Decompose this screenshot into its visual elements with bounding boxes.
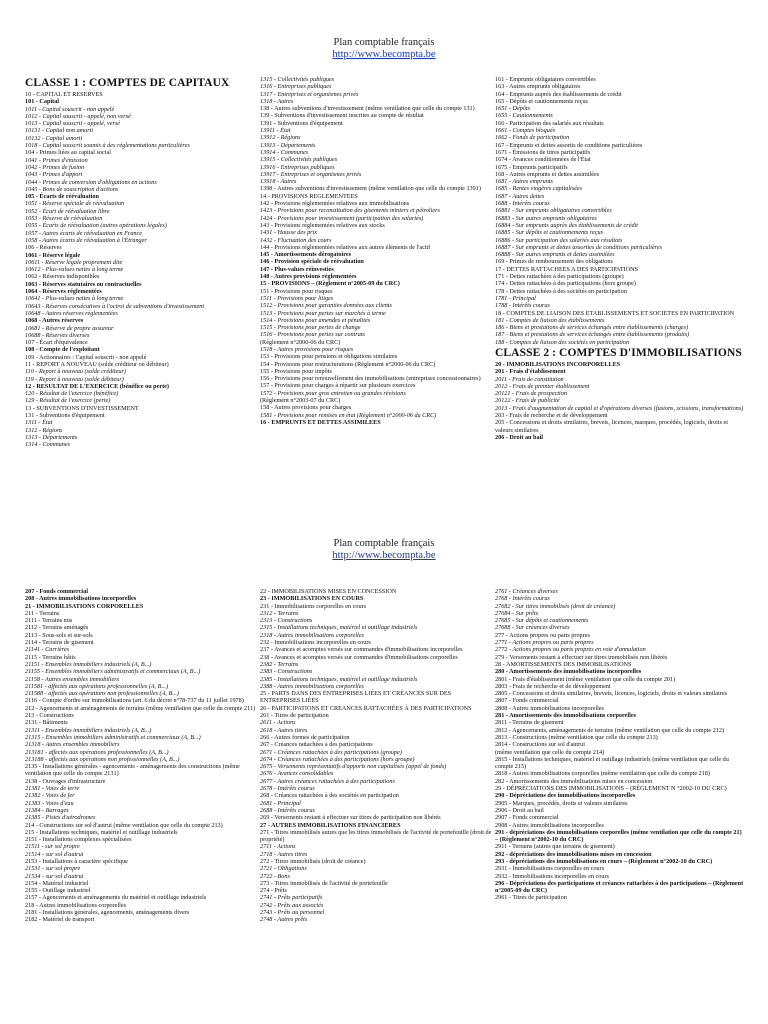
site-link[interactable]: http://www.becompta.be bbox=[332, 49, 436, 60]
account-line: 290 - Dépréciations des immobilisations incorporelles bbox=[495, 792, 636, 800]
account-line: 12 - RESULTAT DE L'EXERCICE (bénéfice ou perte) bbox=[25, 382, 169, 390]
account-line: 154 - Provisions pour restructurations (Règlement n°2000-06 du CRC) bbox=[260, 360, 436, 368]
account-line: (Règlement n°2000-06 du CRC) bbox=[260, 338, 341, 346]
column-1 bbox=[25, 76, 257, 512]
account-line: 266 - Autres formes de participation bbox=[260, 733, 350, 741]
account-line: 2812 - Agencements, aménagements de terrains (même ventilation que celle du compte 212) bbox=[495, 726, 725, 734]
account-line: 21155 - Ensembles immobiliers administratifs et commerciaux (A, B...) bbox=[25, 668, 201, 676]
account-line: 10612 - Plus-values nettes à long terme bbox=[25, 266, 124, 274]
account-line: 1044 - Primes de conversion d'obligations en actions bbox=[25, 178, 157, 186]
account-line: 105 - Écarts de réévaluation bbox=[25, 193, 99, 201]
account-line: 142 - Provisions réglementées relatives aux immobilisations bbox=[260, 200, 410, 208]
account-line: 21531 - sur sol propre bbox=[25, 865, 81, 873]
account-line: 27688 - Sur créances diverses bbox=[495, 624, 570, 632]
account-line: 201 - Frais d'établissement bbox=[495, 368, 566, 376]
account-line: 26 - PARTICIPATIONS ET CREANCES RATTACHÉES À DES PARTICIPATIONS bbox=[260, 704, 472, 712]
account-line: 2932 - Immobilisations incorporelles en cours bbox=[495, 872, 609, 880]
column-3 bbox=[495, 76, 745, 512]
account-line: 21 - IMMOBILISATIONS CORPORELLES bbox=[25, 602, 144, 610]
account-line: 156 - Provisions pour renouvellement des immobilisations (entreprises concessionnaires) bbox=[260, 375, 481, 383]
account-line: 211581 - affectés aux opérations professionnelles (A, B...) bbox=[25, 682, 169, 690]
account-line: 147 - Plus-values réinvesties bbox=[260, 265, 334, 273]
account-line: 2112 - Terrains aménagés bbox=[25, 624, 89, 632]
account-line: 2111 - Terrains nus bbox=[25, 617, 73, 625]
account-line: 2116 - Compte d'ordre sur immobilisations (art. 6 du décret n°78-737 du 11 juillet 1978) bbox=[25, 697, 244, 705]
account-line: 21511 - sur sol propre bbox=[25, 843, 80, 851]
account-line: 1511 - Provisions pour litiges bbox=[260, 294, 334, 302]
account-line: 10132 - Capital amorti bbox=[25, 134, 83, 142]
account-line: 138 - Autres subventions d'investissement (même ventilation que celle du compte 131) bbox=[260, 105, 475, 113]
account-line: 2618 - Autres titres bbox=[260, 726, 308, 734]
account-line: 10131 - Capital non amorti bbox=[25, 127, 94, 135]
account-line: 2711 - Actions bbox=[260, 843, 296, 851]
account-line: 2677 - Autres créances rattachées à des participations bbox=[260, 777, 395, 785]
account-line: 281 - Amortissements des immobilisations corporelles bbox=[495, 712, 636, 720]
account-line: 21141 - Carrières bbox=[25, 646, 69, 654]
account-line: 2153 - Installations à caractère spécifique bbox=[25, 857, 128, 865]
account-line: 10 - CAPITAL ET RESERVES bbox=[25, 91, 103, 98]
account-line: 2907 - Fonds commercial bbox=[495, 814, 559, 822]
account-line: 2803 - Frais de recherche et de développement bbox=[495, 682, 611, 690]
account-line: 1512 - Provisions pour garanties données aux clients bbox=[260, 302, 392, 310]
page-title: Plan comptable français bbox=[333, 538, 435, 549]
account-line: 213 - Constructions bbox=[25, 712, 74, 720]
account-line: 213188 - affectés aux opérations non professionnelles (A, B...) bbox=[25, 755, 180, 763]
account-line: 1312 - Régions bbox=[25, 426, 63, 434]
account-line: 164 - Emprunts auprès des établissements de crédit bbox=[495, 90, 622, 98]
account-line: 158 - Autres provisions pour charges bbox=[260, 404, 352, 412]
account-line: 1011 - Capital souscrit - non appelé bbox=[25, 105, 115, 113]
account-line: 1061 - Réserve légale bbox=[25, 251, 81, 259]
account-line: 10688 - Réserves diverses bbox=[25, 331, 90, 339]
account-line: 2807 - Fonds commercial bbox=[495, 697, 559, 705]
account-line: 146 - Provision spéciale de réévaluation bbox=[260, 258, 364, 266]
account-line: 2743 - Prêts au personnel bbox=[260, 909, 325, 917]
account-line: 27684 - Sur prêts bbox=[495, 609, 539, 617]
account-line: 165 - Dépôts et cautionnements reçus bbox=[495, 97, 588, 105]
account-line: 21158 - Autres ensembles immobiliers bbox=[25, 675, 120, 683]
site-link[interactable]: http://www.becompta.be bbox=[332, 550, 436, 561]
page-2 bbox=[0, 512, 768, 1024]
account-line: 2771 - Actions propres ou parts propres bbox=[495, 639, 594, 647]
account-line: 187 - Biens et prestations de services échangés entre établissements (produits) bbox=[495, 331, 690, 339]
account-line: 23 - IMMOBILISATIONS EN COURS bbox=[260, 595, 364, 603]
account-line: 237 - Avances et acomptes versés sur commandes d'immobilisations incorporelles bbox=[260, 646, 463, 654]
account-line: 2718 - Autres titres bbox=[260, 850, 308, 858]
account-line: 119 - Report à nouveau (solde débiteur) bbox=[25, 375, 124, 383]
account-line: 2312 - Terrains bbox=[260, 609, 299, 617]
account-line: 16886 - Sur participation des salariés aux résultats bbox=[495, 236, 623, 244]
account-line: 218 - Autres immobilisations corporelles bbox=[25, 901, 127, 909]
account-line: 1687 - Autres dettes bbox=[495, 192, 545, 200]
account-line: 15 - PROVISIONS – (Règlement n°2005-09 du CRC) bbox=[260, 280, 400, 288]
account-line: 1051 - Réserve spéciale de réévaluation bbox=[25, 200, 125, 208]
account-line: 148 - Autres provisions réglementées bbox=[260, 273, 357, 281]
account-line: 2676 - Avances consolidables bbox=[260, 770, 334, 778]
account-line: 212 - Agencements et aménagements de terrains (même ventilation que celle du compte 211) bbox=[25, 704, 256, 712]
account-line: 2801 - Frais d'établissement (même ventilation que celle du compte 201) bbox=[495, 675, 676, 683]
account-line: 2674 - Créances rattachées à des participations (hors groupe) bbox=[260, 755, 415, 763]
account-line: 2911 - Terrains (autres que terrains de gisement) bbox=[495, 843, 615, 851]
account-line: 2678 - Intérêts courus bbox=[260, 785, 315, 793]
account-line: 16881 - Sur emprunts obligataires convertibles bbox=[495, 207, 612, 215]
account-line: 293 - dépréciations des immobilisations en cours – (Règlement n°2002-10 du CRC) bbox=[495, 857, 713, 865]
account-line: 2182 - Matériel de transport bbox=[25, 916, 95, 924]
account-line: 2813 - Constructions (même ventilation que celle du compte 213) bbox=[495, 733, 658, 741]
account-line: 25 - PARTS DANS DES ENTREPRISES LIÉES ET CRÉANCES SUR DES ENTREPRISES LIÉES bbox=[260, 690, 452, 705]
account-line: 174 - Dettes rattachées à des participations (hors groupe) bbox=[495, 280, 636, 288]
account-line: 1688 - Intérêts courus bbox=[495, 200, 550, 208]
account-line: 205 - Concessions et droits similaires, brevets, licences, marques, procédés, logiciels, droits et valeurs similaires bbox=[495, 419, 729, 434]
account-line: 27682 - Sur titres immobilisés (droit de créance) bbox=[495, 602, 616, 610]
account-line: 16885 - Sur dépôts et cautionnements reçus bbox=[495, 229, 604, 237]
account-line: 1041 - Primes d'émission bbox=[25, 156, 88, 164]
account-line: 1424 - Provisions pour investissement (participation des salariés) bbox=[260, 214, 424, 222]
column-2 bbox=[260, 588, 492, 1024]
account-line: 1311 - État bbox=[25, 419, 53, 427]
account-line: 2155 - Outillage industriel bbox=[25, 887, 91, 895]
account-line: 10648 - Autres réserves réglementées bbox=[25, 309, 118, 317]
account-line: 1316 - Entreprises publiques bbox=[260, 83, 332, 91]
account-line: 2181 - Installations générales, agencements, aménagements divers bbox=[25, 909, 190, 917]
account-line: 1043 - Primes d'apport bbox=[25, 171, 83, 179]
account-line: 1013 - Capital souscrit - appelé, versé bbox=[25, 120, 121, 128]
account-line: 151 - Provisions pour risques bbox=[260, 287, 333, 295]
account-line: 2818 - Autres immobilisations corporelles (même ventilation que celle du compte 218) bbox=[495, 770, 710, 778]
account-line: 131 - Subventions d'équipement bbox=[25, 412, 105, 420]
account-line: 279 - Versements restant à effectuer sur titres immobilisés non libérés bbox=[495, 653, 668, 661]
account-line: 2768 - Intérêts courus bbox=[495, 595, 550, 603]
account-line: 21311 - Ensembles immobiliers industriels (A, B...) bbox=[25, 726, 152, 734]
account-line: 2318 - Autres immobilisations corporelles bbox=[260, 631, 364, 639]
account-line: 13916 - Entreprises publiques bbox=[260, 163, 335, 171]
account-line: 109 - Actionnaires : Capital souscrit - non appelé bbox=[25, 353, 147, 361]
account-line: 161 - Emprunts obligataires convertibles bbox=[495, 76, 596, 83]
account-line: 145 - Amortissements dérogatoires bbox=[260, 251, 352, 259]
account-line: 2131 - Bâtiments bbox=[25, 719, 68, 727]
account-line: 171 - Dettes rattachées à des participations (groupe) bbox=[495, 273, 624, 281]
account-line: 11 - REPORT A NOUVEAU (solde créditeur ou débiteur) bbox=[25, 360, 169, 368]
account-line: 214 - Constructions sur sol d'autrui (même ventilation que celle du compte 213) bbox=[25, 821, 223, 829]
account-line: 2906 - Droit au bail bbox=[495, 806, 544, 814]
account-line: 167 - Emprunts et dettes assortis de conditions particulières bbox=[495, 141, 643, 149]
class-heading: CLASSE 1 : COMPTES DE CAPITAUX bbox=[25, 77, 230, 89]
account-line: 1651 - Dépôts bbox=[495, 105, 531, 113]
account-line: 269 - Versements restant à effectuer sur titres de participation non libérés bbox=[260, 814, 441, 822]
account-line: 16888 - Sur autres emprunts et dettes assimilées bbox=[495, 251, 615, 259]
account-line: 2012 - Frais de premier établissement bbox=[495, 382, 590, 390]
account-line: 280 - Amortissements des immobilisations incorporelles bbox=[495, 668, 642, 676]
account-line: 1662 - Fonds de participation bbox=[495, 134, 570, 142]
account-line: 2931 - Immobilisations corporelles en cours bbox=[495, 865, 605, 873]
column-3 bbox=[495, 588, 745, 1024]
account-line: 2135 - Installations générales - agencements - aménagements des constructions (même ventilation que celle du compte 2131) bbox=[25, 763, 240, 778]
account-line: 169 - Primes de remboursement des obligations bbox=[495, 258, 613, 266]
account-line: 1064 - Réserves réglementées bbox=[25, 288, 102, 296]
account-line: 238 - Avances et acomptes versés sur commandes d'immobilisations corporelles bbox=[260, 653, 458, 661]
account-line: 21385 - Pistes d'aérodromes bbox=[25, 814, 96, 822]
account-line: 2115 - Terrains bâtis bbox=[25, 653, 76, 661]
account-line: 2154 - Matériel industriel bbox=[25, 879, 89, 887]
account-line: 2385 - Installations techniques, matériel et outillage industriels bbox=[260, 675, 418, 683]
account-line: 2313 - Constructions bbox=[260, 617, 313, 625]
account-line: 1674 - Avances conditionnées de l'État bbox=[495, 156, 591, 164]
page-header bbox=[0, 37, 768, 61]
account-line: 2815 - Installations techniques, matériel et outillage industriels (même ventilation que celle du compte 215) bbox=[495, 755, 729, 771]
account-line: 14 - PROVISIONS REGLEMENTEES bbox=[260, 192, 358, 200]
account-line: 143 - Provisions réglementées relatives aux stocks bbox=[260, 221, 385, 229]
account-line: 2113 - Sous-sols et sur-sols bbox=[25, 631, 93, 639]
account-line: 13915 - Collectivités publiques bbox=[260, 156, 338, 164]
account-line: 18 - COMPTES DE LIAISON DES ETABLISSEMENTS ET SOCIETES EN PARTICIPATION bbox=[495, 309, 735, 317]
account-line: 153 - Provisions pour pensions et obligations similaires bbox=[260, 353, 398, 361]
account-line: 271 - Titres immobilisés autres que les titres immobilisés de l'activité de portefeuille (droit de propriété) bbox=[260, 828, 492, 844]
account-line: 16887 - Sur emprunts et dettes assorties de conditions particulières bbox=[495, 243, 662, 251]
account-line: 1431 - Hausse des prix bbox=[260, 229, 318, 237]
account-line: 2114 - Terrains de gisement bbox=[25, 639, 94, 647]
account-line: 232 - Immobilisations incorporelles en cours bbox=[260, 639, 371, 647]
account-line: 231 - Immobilisations corporelles en cours bbox=[260, 602, 367, 610]
account-line: 20121 - Frais de prospection bbox=[495, 390, 567, 398]
account-line: 168 - Autres emprunts et dettes assimilées bbox=[495, 170, 600, 178]
account-line: 268 - Créances rattachées à des sociétés en participation bbox=[260, 792, 399, 800]
account-line: 1018 - Capital souscrit soumis à des réglementations particulières bbox=[25, 142, 190, 150]
account-line: 163 - Autres emprunts obligataires bbox=[495, 83, 581, 91]
account-line: 1423 - Provisions pour reconstitution des gisements miniers et pétroliers bbox=[260, 207, 440, 215]
account-line: 2611 - Actions bbox=[260, 719, 296, 727]
account-line: 272 - Titres immobilisés (droit de créance) bbox=[260, 857, 366, 865]
account-line: 2382 - Terrains bbox=[260, 660, 299, 668]
account-line: 186 - Biens et prestations de services échangés entre établissements (charges) bbox=[495, 324, 689, 332]
account-line: 1398 - Autres subventions d'investissement (même ventilation que celle du compte 1391) bbox=[260, 185, 481, 193]
account-line: 1317 - Entreprises et organismes privés bbox=[260, 90, 359, 98]
class-heading: CLASSE 2 : COMPTES D'IMMOBILISATIONS bbox=[495, 346, 742, 359]
account-line: 104 - Primes liées au capital social bbox=[25, 149, 111, 157]
column-2 bbox=[260, 76, 492, 512]
account-line: 106 - Réserves bbox=[25, 244, 62, 252]
account-line: 21151 - Ensembles immobiliers industriels (A, B...) bbox=[25, 660, 152, 668]
account-line: 1042 - Primes de fusion bbox=[25, 163, 85, 171]
account-line: 13917 - Entreprises et organismes privés bbox=[260, 170, 362, 178]
account-line: 1788 - Intérêts courus bbox=[495, 302, 550, 310]
account-line: 211 - Terrains bbox=[25, 609, 60, 617]
account-line: 203 - Frais de recherche et de développement bbox=[495, 412, 608, 420]
account-line: 13914 - Communes bbox=[260, 148, 309, 156]
account-line: 27 - AUTRES IMMOBILISATIONS FINANCIERES bbox=[260, 821, 401, 829]
account-line: 27685 - Sur dépôts et cautionnements bbox=[495, 617, 589, 625]
account-line: 178 - Dettes rattachées à des sociétés en participation bbox=[495, 287, 627, 295]
account-line: 211588 - affectés aux opérations non professionnelles (A, B...) bbox=[25, 690, 179, 698]
account-line: 2908 - Autres immobilisations incorporelles bbox=[495, 821, 604, 829]
account-line: 213181 - affectés aux opérations professionnelles (A, B...) bbox=[25, 748, 169, 756]
account-line: 1052 - Écart de réévaluation libre bbox=[25, 207, 110, 215]
account-line: 13912 - Régions bbox=[260, 134, 301, 142]
account-line: 1045 - Bons de souscription d'actions bbox=[25, 185, 119, 193]
account-line: 21383 - Voies d'eau bbox=[25, 799, 74, 807]
account-line: (même ventilation que celle du compte 214) bbox=[495, 748, 605, 756]
account-line: 1671 - Émissions de titres participatifs bbox=[495, 148, 591, 156]
account-line: 181 - Comptes de liaison des établissements bbox=[495, 316, 605, 324]
account-line: 292 - dépréciations des immobilisations mises en concession bbox=[495, 850, 652, 858]
account-line: 2761 - Créances diverses bbox=[495, 588, 558, 595]
account-line: 1661 - Comptes bloqués bbox=[495, 127, 555, 135]
account-line: 1516 - Provisions pour pertes sur contrats bbox=[260, 331, 365, 339]
account-line: 2681 - Principal bbox=[260, 799, 301, 807]
account-line: 2722 - Bons bbox=[260, 872, 290, 880]
account-line: 2138 - Ouvrages d'infrastructure bbox=[25, 777, 106, 785]
account-line: 1655 - Cautionnements bbox=[495, 112, 553, 120]
account-line: 10611 - Réserve légale proprement dite bbox=[25, 258, 123, 266]
account-line: 21534 - sur sol d'autrui bbox=[25, 872, 84, 880]
account-line: 2808 - Autres immobilisations incorporelles bbox=[495, 704, 604, 712]
account-line: 20 - IMMOBILISATIONS INCORPORELLES bbox=[495, 360, 621, 368]
account-line: 208 - Autres immobilisations incorporelles bbox=[25, 595, 137, 603]
account-line: 273 - Titres immobilisés de l'activité de portefeuille bbox=[260, 879, 388, 887]
account-line: 2013 - Frais d'augmentation de capital et d'opérations diverses (fusions, scissions, transformations) bbox=[495, 404, 744, 412]
account-line: 2805 - Concessions et droits similaires, brevets, licences, logiciels, droits et valeurs similaires bbox=[495, 690, 727, 698]
account-line: 21382 - Voies de fer bbox=[25, 792, 75, 800]
account-line: 166 - Participation des salariés aux résultats bbox=[495, 119, 604, 127]
account-line: 2721 - Obligations bbox=[260, 865, 307, 873]
account-line: 2905 - Marques, procédés, droits et valeurs similaires bbox=[495, 799, 628, 807]
account-line: 188 - Comptes de liaison des sociétés en participation bbox=[495, 338, 630, 346]
account-line: 13913 - Départements bbox=[260, 141, 316, 149]
account-line: 1315 - Collectivités publiques bbox=[260, 76, 335, 83]
page-title: Plan comptable français bbox=[333, 37, 435, 48]
account-line: 2814 - Constructions sur sol d'autrui bbox=[495, 741, 585, 749]
account-line: 10681 - Réserve de propre assureur bbox=[25, 324, 114, 332]
account-line: 2675 - Versements représentatifs d'apports non capitalisés (appel de fonds) bbox=[260, 763, 447, 771]
account-line: 1068 - Autres réserves bbox=[25, 317, 84, 325]
account-line: 2388 - Autres immobilisations corporelles bbox=[260, 682, 364, 690]
account-line: 1432 - Fluctuation des cours bbox=[260, 236, 332, 244]
account-line: 1675 - Emprunts participatifs bbox=[495, 163, 568, 171]
account-line: 129 - Résultat de l'exercice (perte) bbox=[25, 397, 111, 405]
account-line: 107 - Écart d'équivalence bbox=[25, 339, 88, 347]
account-line: 16 - EMPRUNTS ET DETTES ASSIMILEES bbox=[260, 418, 381, 426]
account-line: 2011 - Frais de constitution bbox=[495, 375, 564, 383]
account-line: 1685 - Rentes viagères capitalisées bbox=[495, 185, 583, 193]
account-line: 2741 - Prêts participatifs bbox=[260, 894, 323, 902]
account-line: 21318 - Autres ensembles immobiliers bbox=[25, 741, 120, 749]
account-line: 21381 - Voies de terre bbox=[25, 785, 80, 793]
account-line: 207 - Fonds commercial bbox=[25, 588, 88, 595]
account-line: 16883 - Sur autres emprunts obligataires bbox=[495, 214, 597, 222]
account-line: 28 - AMORTISSEMENTS DES IMMOBILISATIONS bbox=[495, 660, 632, 668]
account-line: 267 - Créances rattachées à des participations bbox=[260, 741, 373, 749]
account-line: 1514 - Provisions pour amendes et pénalités bbox=[260, 316, 371, 324]
account-line: 20122 - Frais de publicité bbox=[495, 397, 560, 405]
account-line: 21315 - Ensembles immobiliers administratifs et commerciaux (A, B...) bbox=[25, 733, 201, 741]
account-line: 29 - DÉPRÉCIATIONS DES IMMOBILISATIONS – (RÈGLEMENT N °2002-10 DU CRC) bbox=[495, 785, 727, 793]
account-line: 1058 - Autres écarts de réévaluation à l'Étranger bbox=[25, 236, 147, 244]
account-line: 296 - Dépréciations des participations et créances rattachées à des participations – (Règlement n°2005-09 du CRC) bbox=[495, 879, 744, 895]
account-line: 261 - Titres de participation bbox=[260, 712, 329, 720]
account-line: 1012 - Capital souscrit - appelé, non versé bbox=[25, 112, 131, 120]
account-line: 16884 - Sur emprunts auprès des établissements de crédit bbox=[495, 221, 638, 229]
account-line: 2151 - Installations complexes spécialisées bbox=[25, 836, 132, 844]
account-line: 1053 - Réserve de réévaluation bbox=[25, 215, 103, 223]
account-line: 21514 - sur sol d'autrui bbox=[25, 850, 84, 858]
account-line: 1314 - Communes bbox=[25, 441, 71, 449]
account-line: 17 - DETTES RATTACHEES A DES PARTICIPATIONS bbox=[495, 265, 639, 273]
account-line: 1313 - Départements bbox=[25, 433, 78, 441]
account-line: 1391 - Subventions d'équipement bbox=[260, 119, 343, 127]
account-line: 1318 - Autres bbox=[260, 97, 294, 105]
account-line: 21384 - Barrages bbox=[25, 806, 69, 814]
account-line: 2383 - Constructions bbox=[260, 668, 313, 676]
account-line: 1518 - Autres provisions pour risques bbox=[260, 345, 354, 353]
account-line: 157 - Provisions pour charges à répartir sur plusieurs exercices bbox=[260, 382, 416, 390]
account-line: 2688 - Intérêts courus bbox=[260, 806, 315, 814]
account-line: 101 - Capital bbox=[25, 98, 60, 106]
account-line: 2811 - Terrains de gisement bbox=[495, 719, 564, 727]
account-line: 2961 - Titres de participation bbox=[495, 894, 567, 902]
account-line: 2157 - Agencements et aménagements du matériel et outillage industriels bbox=[25, 894, 207, 902]
account-line: 155 - Provisions pour impôts bbox=[260, 367, 332, 375]
account-line: 110 - Report à nouveau (solde créditeur) bbox=[25, 368, 126, 376]
account-line: 215 - Installations techniques, matériel et outillage industriels bbox=[25, 828, 178, 836]
account-line: 1062 - Réserves indisponibles bbox=[25, 273, 100, 281]
account-line: 13911 - État bbox=[260, 127, 291, 135]
account-line: 1681 - Autres emprunts bbox=[495, 178, 553, 186]
account-line: 2772 - Actions propres ou parts propres en voie d'annulation bbox=[495, 646, 646, 654]
account-line: 120 - Résultat de l'exercice (bénéfice) bbox=[25, 390, 119, 398]
account-line: 13918 - Autres bbox=[260, 178, 297, 186]
account-line: 1515 - Provisions pour pertes de change bbox=[260, 324, 361, 332]
account-line: 274 - Prêts bbox=[260, 887, 287, 895]
account-line: 206 - Droit au bail bbox=[495, 433, 544, 441]
account-line: 2315 - Installations techniques, matériel et outillage industriels bbox=[260, 624, 418, 632]
account-line: 1057 - Autres écarts de réévaluation en France bbox=[25, 229, 143, 237]
account-line: 2742 - Prêts aux associés bbox=[260, 901, 324, 909]
account-line: 282 - Amortissements des immobilisations mises en concession bbox=[495, 777, 653, 785]
account-line: 10641 - Plus-values nettes à long terme bbox=[25, 295, 124, 303]
page-header bbox=[0, 538, 768, 562]
account-line: 291 - dépréciations des immobilisations corporelles (même ventilation que celle du compte 21) – (Règlement n°2002-10 du CRC) bbox=[495, 828, 742, 844]
account-line: 277 - Actions propres ou parts propres bbox=[495, 631, 590, 639]
account-line: 1572 - Provisions pour gros entretien ou grandes révisions bbox=[260, 389, 406, 397]
account-line: 10643 - Réserves consécutives à l'octroi de subventions d'investissement bbox=[25, 302, 205, 310]
account-line: 2671 - Créances rattachées à des participations (groupe) bbox=[260, 748, 402, 756]
account-line: 1581 - Provisions pour remises en état (Règlement n°2000-06 du CRC) bbox=[260, 411, 437, 419]
account-line: 139 - Subventions d'investissement inscrites au compte de résultat bbox=[260, 112, 424, 120]
account-line: 2748 - Autres prêts bbox=[260, 916, 308, 924]
account-line: 1781 - Principal bbox=[495, 294, 536, 302]
account-line: 13 - SUBVENTIONS D'INVESTISSEMENT bbox=[25, 404, 139, 412]
account-line: 22 - IMMOBILISATIONS MISES EN CONCESSION bbox=[260, 588, 397, 595]
account-line: (Règlement n°2003-07 du CRC) bbox=[260, 397, 341, 405]
account-line: 144 - Provisions réglementées relatives aux autres éléments de l'actif bbox=[260, 243, 431, 251]
account-line: 1513 - Provisions pour pertes sur marchés à terme bbox=[260, 309, 386, 317]
account-line: 108 - Compte de l'exploitant bbox=[25, 346, 100, 354]
column-1 bbox=[25, 588, 257, 1024]
account-line: 1063 - Réserves statutaires ou contractuelles bbox=[25, 280, 142, 288]
account-line: 1055 - Écarts de réévaluation (autres opérations légales) bbox=[25, 222, 167, 230]
